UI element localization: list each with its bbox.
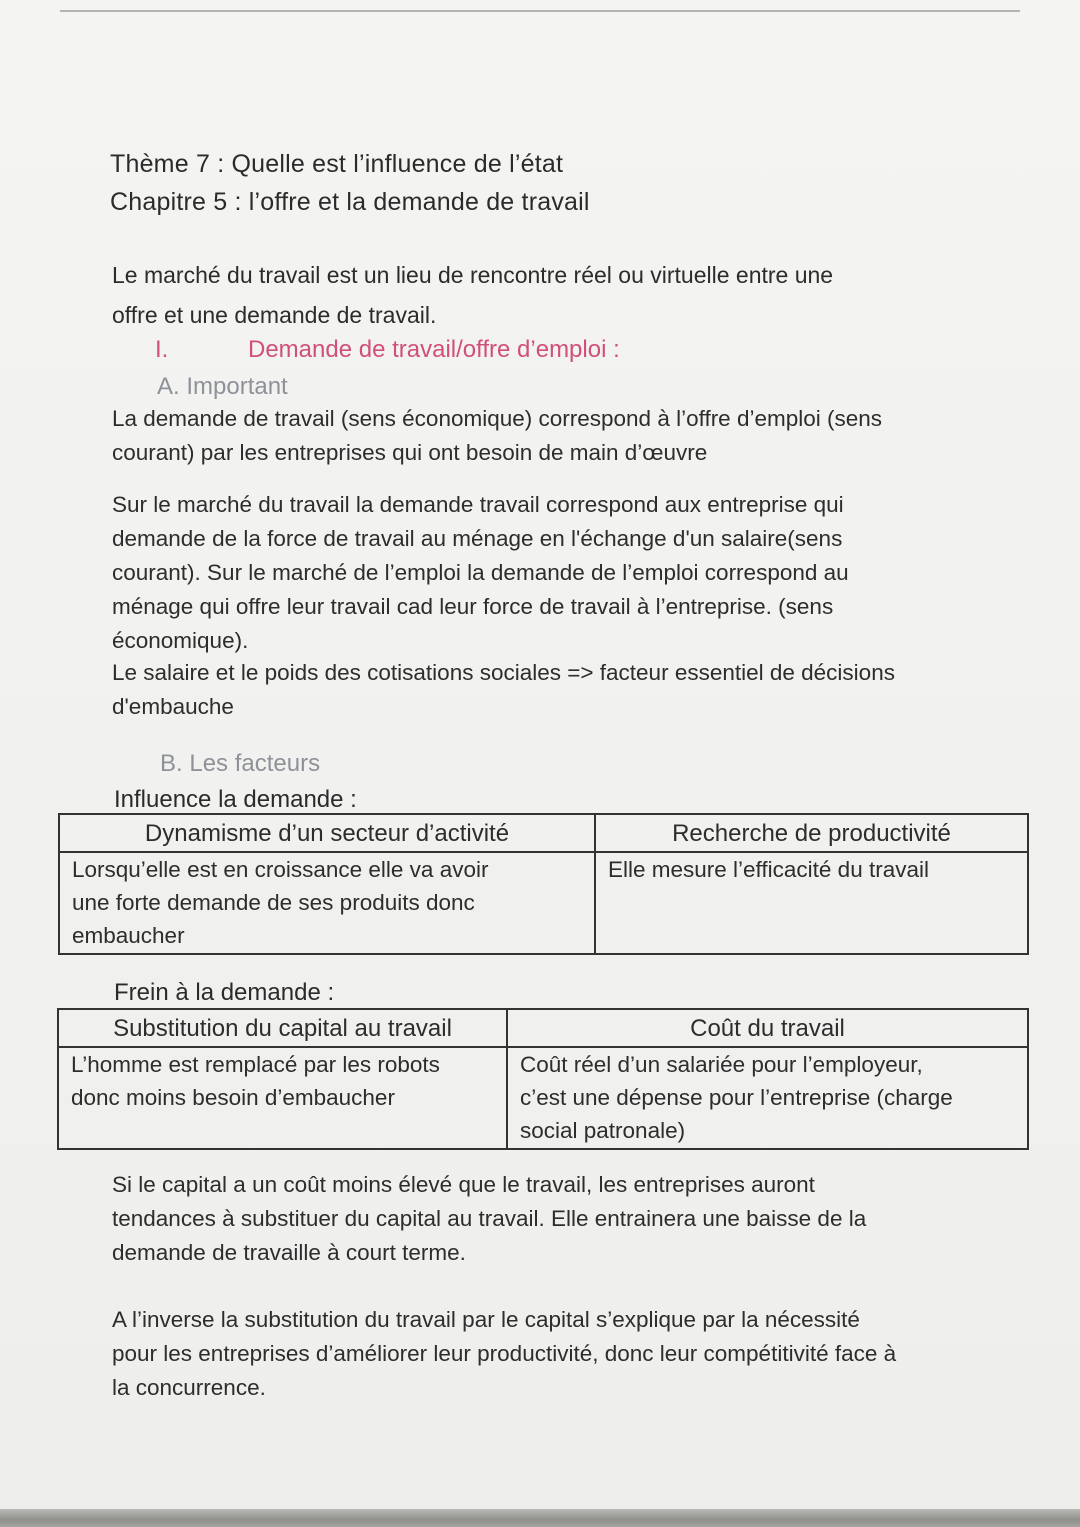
- text-line: Sur le marché du travail la demande travail correspond aux entreprise qui: [112, 492, 844, 517]
- header-dynamism: Dynamisme d’un secteur d’activité: [59, 814, 595, 852]
- influence-label: Influence la demande :: [114, 786, 357, 813]
- header-substitution: Substitution du capital au travail: [58, 1009, 507, 1047]
- cell-substitution: [58, 1047, 507, 1149]
- cell-line: social patronale): [520, 1118, 686, 1143]
- theme-title: Thème 7 : Quelle est l’influence de l’état: [110, 150, 564, 178]
- text-line: courant). Sur le marché de l’emploi la demande de l’emploi correspond au: [112, 560, 849, 585]
- text-line: demande de travaille à court terme.: [112, 1240, 466, 1265]
- text-line: la concurrence.: [112, 1375, 266, 1400]
- frein-table: [57, 1008, 1029, 1150]
- section-a-title: A. Important: [157, 373, 288, 400]
- frein-label: Frein à la demande :: [114, 979, 335, 1006]
- cell-productivity: [595, 852, 1028, 954]
- table-header-row: [58, 1009, 1028, 1047]
- intro-line-1: Le marché du travail est un lieu de rencontre réel ou virtuelle entre une: [112, 262, 834, 288]
- table-header-row: [59, 814, 1028, 852]
- text-line: demande de la force de travail au ménage en l'échange d'un salaire(sens: [112, 526, 843, 551]
- cell-line: c’est une dépense pour l’entreprise (charge: [520, 1085, 953, 1110]
- table-row: [58, 1047, 1028, 1149]
- cell-line: L’homme est remplacé par les robots: [71, 1052, 440, 1077]
- top-scan-edge: [60, 10, 1020, 12]
- header-productivity: Recherche de productivité: [595, 814, 1028, 852]
- text-line: Si le capital a un coût moins élevé que le travail, les entreprises auront: [112, 1172, 815, 1197]
- paragraph-market: [112, 488, 849, 658]
- section-1-title: Demande de travail/offre d’emploi :: [248, 336, 620, 363]
- intro-line-2: offre et une demande de travail.: [112, 302, 437, 328]
- cell-line: Elle mesure l’efficacité du travail: [608, 857, 929, 882]
- paragraph-salary: [112, 656, 895, 724]
- text-line: économique).: [112, 628, 249, 653]
- paragraph-capital-cost: [112, 1168, 866, 1270]
- text-line: La demande de travail (sens économique) correspond à l’offre d’emploi (sens: [112, 406, 883, 431]
- header-labor-cost: Coût du travail: [507, 1009, 1028, 1047]
- section-b-title: B. Les facteurs: [160, 750, 321, 777]
- cell-line: donc moins besoin d’embaucher: [71, 1085, 395, 1110]
- text-line: pour les entreprises d’améliorer leur productivité, donc leur compétitivité face à: [112, 1341, 897, 1366]
- text-line: tendances à substituer du capital au travail. Elle entrainera une baisse de la: [112, 1206, 867, 1231]
- section-1-number: I.: [155, 336, 169, 363]
- text-line: Le salaire et le poids des cotisations sociales => facteur essentiel de décisions: [112, 660, 895, 685]
- cell-line: une forte demande de ses produits donc: [72, 890, 475, 915]
- cell-line: Lorsqu’elle est en croissance elle va avoir: [72, 857, 489, 882]
- text-line: d'embauche: [112, 694, 234, 719]
- cell-labor-cost: [507, 1047, 1028, 1149]
- cell-dynamism: [59, 852, 595, 954]
- influence-table: [58, 813, 1029, 955]
- paragraph-inverse-substitution: [112, 1303, 896, 1405]
- cell-line: Coût réel d’un salariée pour l’employeur,: [520, 1052, 923, 1077]
- text-line: A l’inverse la substitution du travail par le capital s’explique par la nécessité: [112, 1307, 860, 1332]
- text-line: courant) par les entreprises qui ont besoin de main d’œuvre: [112, 440, 708, 465]
- cell-line: embaucher: [72, 923, 185, 948]
- paragraph-definition: [112, 402, 882, 470]
- text-line: ménage qui offre leur travail cad leur force de travail à l’entreprise. (sens: [112, 594, 834, 619]
- chapter-title: Chapitre 5 : l’offre et la demande de travail: [110, 188, 590, 216]
- bottom-scan-edge: [0, 1509, 1080, 1527]
- table-row: [59, 852, 1028, 954]
